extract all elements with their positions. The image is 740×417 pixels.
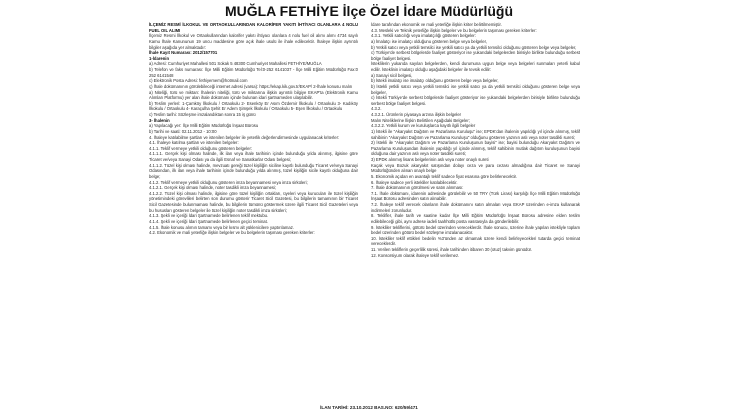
tender-announcement: [144, 0, 594, 417]
paragraph: Kaçak veya Bozuk akaryakıt satışından dolayı ceza ve para cezası almadığına dair Ticaret ve Sanayi Müdürlüğünden alınan onaylı belge: [371, 162, 580, 174]
paragraph: 4.3. Mesleki ve Teknik yeterliğe ilişkin belgeler ve bu belgelerin taşıması gereken kriterler:: [371, 27, 537, 33]
paragraph: 11. Verilen tekliflerin geçerlilik süresi, ihale tarihinden itibaren 30 (otuz) takvim günüdür.: [371, 247, 532, 252]
paragraph: c) Türkiye'de serbest bölgelerde faaliyet gösteriyor ise yukarıdaki belgelerden birisiyle birlikte bulunduğu serbest bölge faaliyet belgesi.: [371, 50, 580, 61]
paragraph: 4.1.2. Teklif vermeye yetkili olduğunu gösteren imza beyannamesi veya imza sirküleri;: [149, 179, 308, 185]
paragraph: 7.2. İhaleye teklif verecek olanların ihale dokümanını satın almaları veya EKAP üzerinden e-imza kullanarak indirmeleri zorunludur.: [371, 202, 580, 213]
paragraph: 4.2. Ekonomik ve mali yeterliğe ilişkin belgeler ve bu belgelerin taşıması gereken kriterler:: [149, 230, 315, 236]
paragraph: İdare tarafından ekonomik ve mali yeterliğe ilişkin kriter belirtilmemiştir.: [371, 22, 502, 27]
paragraph: 4.3.2.2. Yetkili kurum ve kuruluşlarca kayıtlı ilgili belgeler: [371, 123, 476, 129]
paragraph: İsteklilerin yukarıda sayılan belgelerden, kendi durumuna uygun belge veya belgeleri sunmaları yeterli kabul edilir. İsteklinin imalatçı olduğu aşağıdaki belgeler ile tevsik edilir:: [371, 61, 580, 72]
paragraph: c) Elektronik Posta Adresi: fethiyemem@hotmail.com: [149, 78, 248, 84]
paragraph: a) Niteliği, türü ve miktarı: İhalenin niteliği, türü ve miktarına ilişkin ayrıntılı bilgiye EKAP'ta (Elektronik Kamu Alımları Platformu) yer alan ihale dokümanı içinde bulunan idari şartnameden ulaşılabilir.: [149, 89, 358, 101]
paragraph: Malın Niteliklerine İlişkin Belirtilen Aşağıdaki Belgeler;: [371, 117, 470, 123]
paragraph: a) Yapılacağı yer: İlçe Milli Eğitim Müdürlüğü İnşaat Bürosu: [149, 123, 259, 129]
paragraph: 4. İhaleye katılabilme şartları ve istenilen belgeler ile yeterlik değerlendirmesinde uygulanacak kriterler:: [149, 134, 340, 140]
paragraph: 4.3.2.1. Ürünlerin piyasaya arzına ilişkin belgeler: [371, 112, 462, 117]
paragraph: 9. İstekliler tekliflerini, götürü bedel üzerinden vereceklerdir. İhale sonucu, üzerine ihale yapılan istekliyle toplam bedel üzerinden götürü bedel sözleşme imzalanacaktır.: [371, 224, 580, 236]
paragraph: İLÇEMİZ RESMİ İLKOKUL VE ORTAOKULLARINDAN KALORİFER YAKITI İHTİYACI OLANLARA 4 NOLU FUEL OIL ALIMI: [149, 22, 358, 33]
paragraph: 4.1. İhaleye katılma şartları ve istenilen belgeler:: [149, 140, 239, 146]
paragraph: 12. Konsorsiyum olarak ihaleye teklif verilemez.: [371, 252, 460, 258]
paragraph: b) Yetkili satıcı veya yetkili temsilci ise yetkili satıcı ya da yetkili temsilci olduğunu gösteren belge veya belgeler,: [371, 44, 577, 50]
paragraph: c) İstekli Türkiye'de serbest bölgelerde faaliyet gösteriyor ise yukarıdaki belgelerden birisiyle birlikte bulunduğu serbest bölge faaliyet belgesi.: [371, 95, 580, 106]
paragraph: 1-İdarenin: [149, 55, 170, 61]
paragraph: 1) İstekli ile "Akaryakıt Dağıtım ve Pazarlama Kuruluşu" ise; EPDK'dan ihalenin yapıldığı yıl içinde alınmış, teklif sahibinin "Akaryakıt Dağıtım ve Pazarlama Kuruluşu" olduğunu gösteren yazının aslı veya noter tasdikli sureti;: [371, 128, 580, 140]
announcement-title: MUĞLA FETHİYE İlçe Özel İdare Müdürlüğü: [224, 3, 514, 19]
paragraph: 8. Teklifler, ihale tarih ve saatine kadar İlçe Milli Eğitim Müdürlüğü İnşaat Bürosu adresine elden teslim edilebileceği gibi, aynı adrese iadeli taahhütlü posta vasıtasıyla da gönderilebilir.: [371, 213, 580, 224]
paragraph: b) Teslim yerleri: 1-Çamköy İlkokulu / Ortaokulu 2- Esenköy Er Asım Özdemir İlkokulu / Ortaokulu 3- Kadıköy İlkokulu / Ortaokulu 4- Karaçulha Şehit Er Adem Şimşek İlkokulu / Ortaokulu 5- Eşen İlkokulu / Ortaokulu: [149, 100, 358, 112]
paragraph: 2) İstekli ile "Akaryakıt Dağıtım ve Pazarlama Kuruluşunun bayisi" ise; bayisi bulunduğu Akaryakıt Dağıtım ve Pazarlama Kuruluşundan ihalenin yapıldığı yıl içinde alınmış, teklif sahibinin mutlak dağıtım kuruluşunun bayisi olduğuna dair yazının aslı veya noter tasdikli sureti;: [371, 140, 580, 157]
paragraph: 4.1.4. Şekli ve içeriği İdari Şartnamede belirlenen geçici teminat.: [149, 218, 268, 224]
paragraph: 3) EPDK alınmış lisans belgelerinin aslı veya noter onaylı sureti: [371, 157, 489, 162]
paragraph: 4.1.2.2. Tüzel kişi olması halinde, ilgisine göre tüzel kişiliğin ortakları, üyeleri veya kurucuları ile tüzel kişiliğin yönetimindeki görevlileri belirten son durumu gösterir Ticaret Sicil Gazetesi, bu bilgilerin tamamının bir Ticaret Sicil Gazetesinde bulunmaması halinde, bu bilgilerin tümünü göstermek üzere ilgili Ticaret Sicil Gazeteleri veya bu hususları gösteren belgeler ile tüzel kişiliğin noter tasdikli imza sirküleri;: [149, 190, 358, 213]
paragraph: 4.3.2.: [371, 106, 382, 112]
paragraph: 4.3.1. Yetkili satıcılığı veya imalatçılığı gösteren belgeler:: [371, 33, 476, 39]
paragraph: 10. İstekliler teklif ettikleri bedelin %3'ünden az olmamak üzere kendi belirleyecekleri tutarda geçici teminat vereceklerdir.: [371, 235, 580, 247]
paragraph: b) Tarihi ve saati: 02.11.2012 - 10:00: [149, 128, 217, 134]
paragraph: b) Telefon ve faks numarası: İlçe Milli Eğitim Müdürlüğü Tel:0-252 6141037 - İlçe Milli Eğitim Müdürlüğü Fax:0 252 6141548: [149, 67, 358, 78]
paragraph: a) Sanayi sicil belgesi,: [371, 72, 413, 78]
paragraph: b) İstekli imalatçı ise imalatçı olduğunu gösteren belge veya belgeler,: [371, 78, 499, 84]
paragraph: 4.1.1.1. Gerçek kişi olması halinde, ilk ilan veya ihale tarihinin içinde bulunduğu yılda alınmış, ilgisine göre Ticaret ve/veya Sanayi Odası ya da ilgili Esnaf ve Sanatkarlar Odası belgesi;: [149, 151, 358, 162]
paragraph: 7.1. İhale dokümanı, idarenin adresinde görülebilir ve 50 TRY (Türk Lirası) karşılığı İlçe Milli Eğitim Müdürlüğü İnşaat Bürosu adresinden satın alınabilir.: [371, 190, 580, 202]
paragraph: 6. İhaleye sadece yerli istekliler katılabilecektir.: [371, 179, 458, 185]
paragraph: 4.1.2.1. Gerçek kişi olması halinde, noter tasdikli imza beyannamesi;: [149, 185, 277, 191]
paragraph: 4.1.1.2. Tüzel kişi olması halinde, mevzuatı gereği tüzel kişiliğin siciline kayıtlı bulunduğu Ticaret ve/veya Sanayi Odasından, ilk ilan veya ihale tarihinin içinde bulunduğu yılda alınmış, tüzel kişiliğin sicile kayıtlı olduğuna dair belge;: [149, 162, 358, 179]
publication-footer: İLAN TARİHİ: 23.10.2012 BAS.NO: 620/59/471: [320, 405, 418, 410]
paragraph: ç) İhale dokümanının görülebileceği internet adresi (varsa): https://ekap.kik.gov.tr/EKAP/ 2-İhale konusu malın: [149, 83, 353, 89]
paragraph: a) İmalatçı ise imalatçı olduğunu gösteren belge veya belgeler,: [371, 38, 487, 44]
paragraph: a) Adresi: Cumhuriyet Mahallesi 501 Sokak 5 48300 Cumhuriyet Mahallesi FETHİYE/MUĞLA: [149, 61, 322, 67]
paragraph: 4.1.5. İhale konusu alımın tamamı veya bir kısmı alt yüklenicilere yaptırılamaz.: [149, 224, 294, 230]
paragraph: İhale Kayıt Numarası: 2012/157701: [149, 50, 218, 56]
paragraph: 4.1.3. Şekli ve içeriği İdari Şartnamede belirlenen teklif mektubu.: [149, 213, 269, 219]
paragraph: b) İstekli yetkili satıcı veya yetkili temsilci ise yetkili satıcı ya da yetkili temsilci olduğunu gösteren belge veya belgeler,: [371, 83, 580, 95]
paragraph: 4.1.1. Teklif vermeye yetkili olduğunu gösteren belgeler:: [149, 145, 253, 151]
paragraph: İlçemiz Resmi İlkokul ve Ortaokullarından kalorifer yakıtı ihtiyacı olanlara 4 nolu fuel oil alımı alımı 4734 sayılı Kamu İhale Kanununun 19 uncu maddesine göre açık ihale usulü ile ihale edilecektir. İhaleye ilişkin ayrıntılı bilgiler aşağıda yer almaktadır:: [149, 33, 358, 50]
paragraph: 7. İhale dokümanının görülmesi ve satın alınması:: [371, 185, 464, 191]
paragraph: c) Teslim tarihi: Sözleşme imzalandıktan sonra 15 iş günü: [149, 112, 256, 117]
paragraph: 5. Ekonomik açıdan en avantajlı teklif sadece fiyat esasına göre belirlenecektir.: [371, 173, 517, 179]
paragraph: 3- İhalenin: [149, 117, 170, 123]
left-text-column: [149, 22, 358, 403]
right-text-column: [371, 22, 580, 403]
